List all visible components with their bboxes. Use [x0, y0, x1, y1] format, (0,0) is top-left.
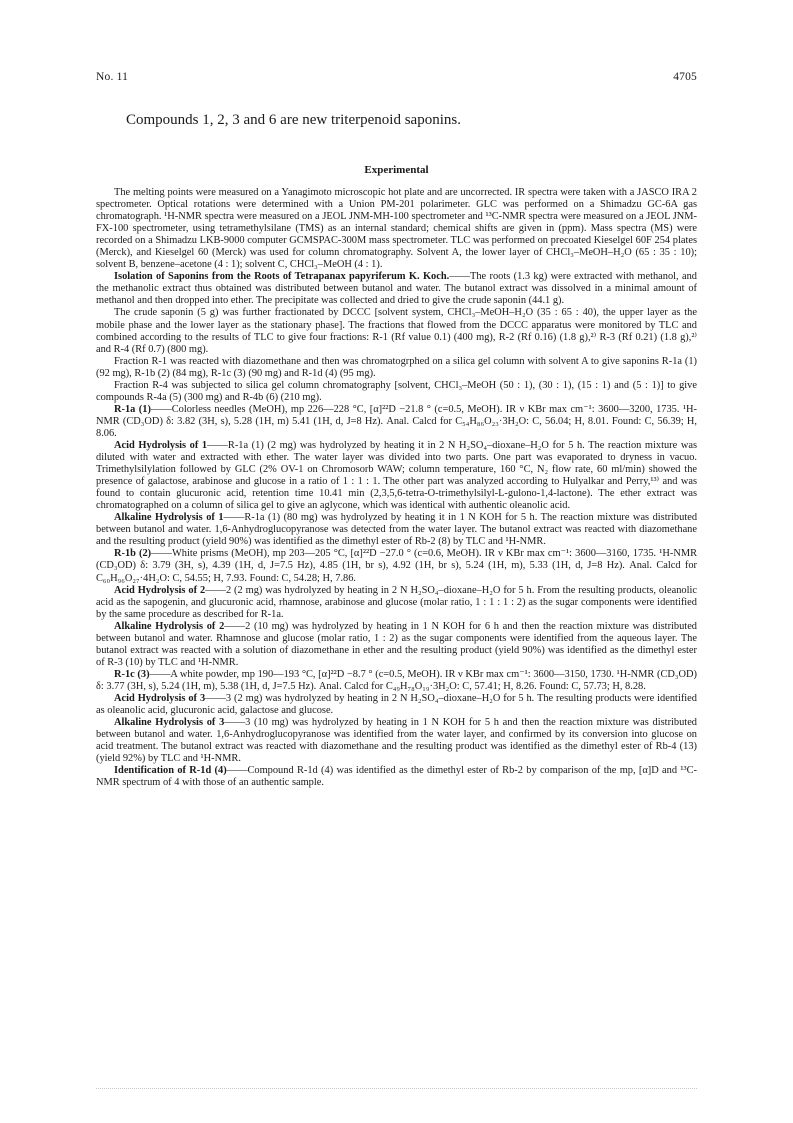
experimental-body: [96, 187, 697, 789]
paragraph-r1c: [96, 669, 697, 693]
paragraph-fraction-r1: Fraction R-1 was reacted with diazomethane and then was chromatogrphed on a silica gel column with solvent A to give saponins R-1a (1) (92 mg), R-1b (2) (84 mg), R-1c (3) (90 mg) and R-1d (4) (95 mg).: [96, 355, 697, 379]
paragraph-heading: R-1b (2): [114, 548, 152, 560]
paragraph-acid-hydrolysis-1: [96, 440, 697, 512]
paragraph-alkaline-hydrolysis-1: [96, 512, 697, 548]
paragraph-r1b: [96, 548, 697, 584]
paragraph-text: ——The roots (1.3 kg) were extracted with methanol, and the methanolic extract thus obtained was distributed between butanol and water. The butanol extract was dissolved in a minimal amount of methanol and then dropped into ether. The precipitate was collected and dried to give the crude saponin (44.1 g).: [96, 271, 698, 307]
paragraph-text: ——White prisms (MeOH), mp 203—205 °C, [α]²²D −27.0 ° (c=0.6, MeOH). IR ν KBr max cm⁻¹: 3600—3160, 1735. ¹H-NMR (CD₃OD) δ: 3.79 (3H, s), 4.39 (1H, d, J=7.5 Hz), 4.85 (1H, br s), 4.92 (1H, br s), 5.24 (1H, m), 5.33 (1H, d, J=8 Hz). Anal. Calcd for C₆₀H₉₆O₂₇·4H₂O: C, 54.55; H, 7.93. Found: C, 54.28; H, 7.86.: [96, 548, 697, 584]
paragraph-text: ——2 (10 mg) was hydrolyzed by heating in 1 N KOH for 6 h and then the reaction mixture was distributed between butanol and water. Rhamnose and glucose (molar ratio, 1 : 2) as the sugar components were identified from the aqueous layer. The butanol extract was reacted with a solution of diazomethane in ether and the resulting product (yield 90%) was identified as the dimethyl ester of R-3 (10) by TLC and ¹H-NMR.: [96, 620, 697, 668]
paragraph-text: ——2 (2 mg) was hydrolyzed by heating in 2 N H₂SO₄–dioxane–H₂O for 5 h. From the resulting products, oleanolic acid as the sapogenin, and glucuronic acid, rhamnose, arabinose and glucose (molar ratio, 1 : 1 : 1 : 2) as the sugar components were identified by the same procedure as described for R-1a.: [96, 584, 697, 620]
paragraph-fraction-r4: Fraction R-4 was subjected to silica gel column chromatography [solvent, CHCl₃–MeOH (50 : 1), (30 : 1), (15 : 1) and (5 : 1)] to give compounds R-4a (5) (300 mg) and R-4b (6) (210 mg).: [96, 379, 697, 403]
paragraph-heading: Isolation of Saponins from the Roots of Tetrapanax papyriferum K. Koch.: [114, 271, 450, 283]
paragraph-text: ——A white powder, mp 190—193 °C, [α]²²D −8.7 ° (c=0.5, MeOH). IR ν KBr max cm⁻¹: 3600—3150, 1730. ¹H-NMR (CD₃OD) δ: 3.77 (3H, s), 5.24 (1H, m), 5.38 (1H, d, J=7.5 Hz). Anal. Calcd for C₄₉H₇₈O₁₉·3H₂O: C, 57.41; H, 8.26. Found: C, 57.73; H, 8.28.: [96, 668, 697, 692]
paragraph-text: ——R-1a (1) (80 mg) was hydrolyzed by heating it in 1 N KOH for 5 h. The reaction mixture was distributed between butanol and water. 1,6-Anhydroglucopyranose was detected from the water layer. The butanol extract was reacted with diazomethane and the resulting product (yield 90%) was identified as the dimethyl ester of Rb-2 (8) by TLC and ¹H-NMR.: [96, 512, 698, 548]
paragraph-alkaline-hydrolysis-2: [96, 621, 697, 669]
paragraph-r1a: [96, 404, 697, 440]
paragraph-acid-hydrolysis-3: [96, 693, 697, 717]
journal-issue: No. 11: [96, 71, 129, 83]
paragraph-heading: Identification of R-1d (4): [114, 765, 227, 777]
paragraph-text: ——3 (10 mg) was hydrolyzed by heating in 1 N KOH for 5 h and then the reaction mixture was distributed between butanol and water. 1,6-Anhydroglucopyranose was identified from the water layer, and confirmed by its conversion into glucose on acid treatment. The butanol extract was reacted with diazomethane and the resulting product was identified as the dimethyl ester of Rb-4 (13) (yield 92%) by TLC and ¹H-NMR.: [96, 717, 697, 765]
paragraph-heading: Acid Hydrolysis of 2: [114, 584, 206, 596]
paragraph-heading: Acid Hydrolysis of 1: [114, 439, 208, 451]
footer-divider: [96, 1088, 697, 1090]
paragraph-heading: Alkaline Hydrolysis of 2: [114, 620, 225, 632]
paragraph-heading: R-1c (3): [114, 668, 150, 680]
paragraph-heading: Acid Hydrolysis of 3: [114, 692, 206, 704]
page-number: 4705: [673, 71, 697, 83]
paragraph-heading: Alkaline Hydrolysis of 1: [114, 512, 224, 524]
paragraph-instruments: The melting points were measured on a Yanagimoto microscopic hot plate and are uncorrected. IR spectra were taken with a JASCO IRA 2 spectrometer. Optical rotations were determined with a Union PM-201 polarimeter. GLC was performed on a Shimadzu GC-6A gas chromatograph. ¹H-NMR spectra were measured on a JEOL JNM-MH-100 spectrometer and ¹³C-NMR spectra were measured on a JEOL JNM-FX-100 spectrometer, using tetramethylsilane (TMS) as an internal standard; chemical shifts are given in (ppm). Mass spectra (MS) were recorded on a Shimadzu LKB-9000 computer GCMSPAC-300M mass spectrometer. TLC was performed on precoated Kieselgel 60F 254 plates (Merck), and Kieselgel 60 (Merck) was used for column chromatography. Solvent A, the lower layer of CHCl₃–MeOH–H₂O (65 : 35 : 10); solvent B, benzene–acetone (4 : 1); solvent C, CHCl₃–MeOH (4 : 1).: [96, 187, 697, 271]
paragraph-text: ——3 (2 mg) was hydrolyzed by heating in 2 N H₂SO₄–dioxane–H₂O for 5 h. The resulting products were identified as oleanolic acid, glucuronic acid, galactose and glucose.: [96, 692, 697, 717]
intro-sentence: Compounds 1, 2, 3 and 6 are new triterpenoid saponins.: [126, 112, 461, 128]
paragraph-dccc: The crude saponin (5 g) was further fractionated by DCCC [solvent system, CHCl₃–MeOH–H₂O (35 : 65 : 40), the upper layer as the mobile phase and the lower layer as the stationary phase]. The fractions that flowed from the DCCC apparatus were monitored by TLC and combined according to the results of TLC to give four fractions: R-1 (Rf value 0.1) (400 mg), R-2 (Rf 0.16) (1.8 g),²⁾ R-3 (Rf 0.21) (1.8 g),²⁾ and R-4 (Rf 0.7) (800 mg).: [96, 307, 697, 355]
paragraph-text: ——R-1a (1) (2 mg) was hydrolyzed by heating it in 2 N H₂SO₄–dioxane–H₂O for 5 h. The reaction mixture was diluted with water and extracted with ether. The water layer was divided into two parts. One part was evaporated to dryness in vacuo. Trimethylsilylation followed by GLC (2% OV-1 on Chromosorb WAW; column temperature, 160 °C, N₂ flow rate, 60 ml/min) showed the presence of galactose, arabinose and glucose in a ratio of 1 : 1 : 1. The other part was analyzed according to Hulyalkar and Perry,¹³⁾ and was found to contain glucuronic acid, retention time 10.41 min (2,3,5,6-tetra-O-trimethylsilyl-L-gulono-1,4-lactone). The ether extract was chromatographed on a column of silica gel to give an aglycone, which was identical with authentic oleanolic acid.: [96, 439, 697, 512]
paragraph-alkaline-hydrolysis-3: [96, 717, 697, 765]
paragraph-text: ——Compound R-1d (4) was identified as the dimethyl ester of Rb-2 by comparison of the mp, [α]D and ¹³C-NMR spectrum of 4 with those of an authentic sample.: [96, 765, 697, 789]
paragraph-heading: R-1a (1): [114, 403, 151, 415]
paragraph-text: ——Colorless needles (MeOH), mp 226—228 °C, [α]²²D −21.8 ° (c=0.5, MeOH). IR ν KBr max cm⁻¹: 3600—3200, 1735. ¹H-NMR (CD₃OD) δ: 3.82 (3H, s), 5.28 (1H, m) 5.41 (1H, d, J=8 Hz). Anal. Calcd for C₅₄H₈₆O₂₃·3H₂O: C, 56.04; H, 8.01. Found: C, 56.39; H, 8.06.: [96, 403, 697, 439]
paragraph-heading: Alkaline Hydrolysis of 3: [114, 717, 225, 729]
paragraph-identification-r1d: [96, 765, 697, 789]
paragraph-isolation: [96, 271, 697, 307]
section-title: Experimental: [364, 164, 429, 176]
paragraph-acid-hydrolysis-2: [96, 585, 697, 621]
